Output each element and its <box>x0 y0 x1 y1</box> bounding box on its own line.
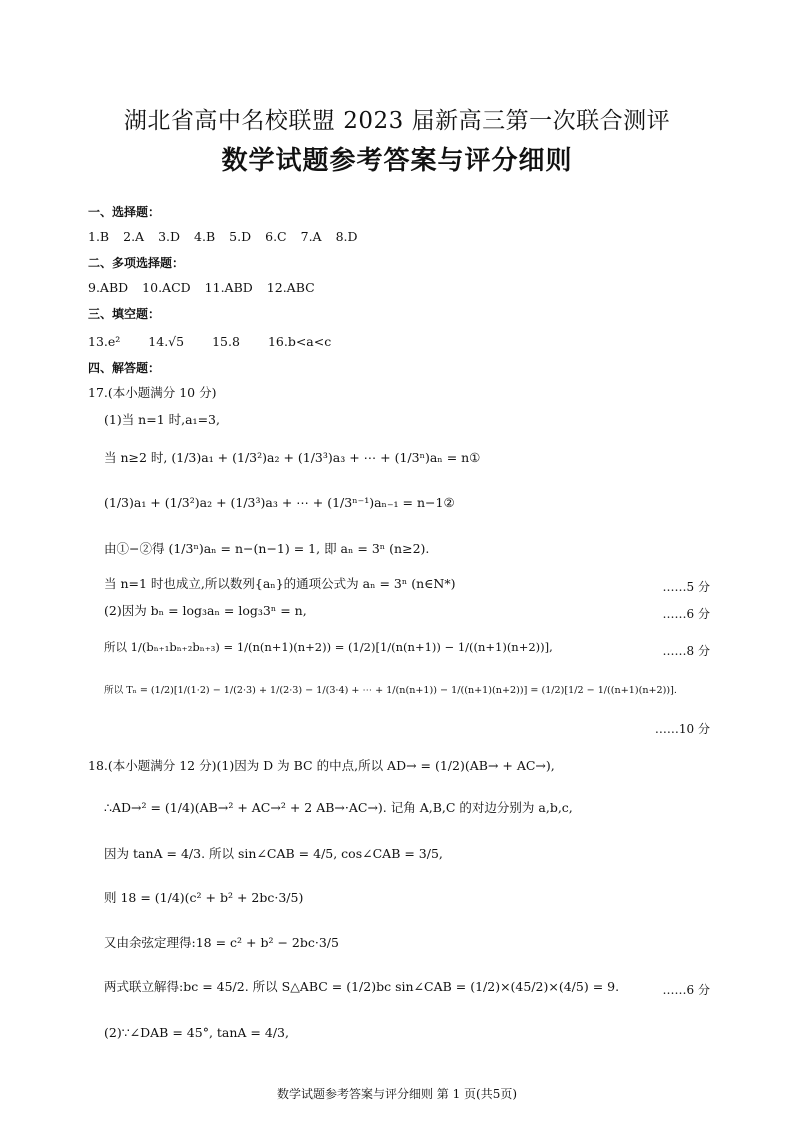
answer: 15.8 <box>212 334 240 349</box>
answer: 1.B <box>88 229 110 244</box>
page-title: 湖北省高中名校联盟 2023 届新高三第一次联合测评 <box>123 108 671 134</box>
answer: 13.e² <box>88 334 121 349</box>
answer: 16.b<a<c <box>267 334 332 349</box>
answer: 2.A <box>123 229 145 244</box>
q18-line: 又由余弦定理得:18 = c² + b² − 2bc·3/5 <box>104 935 339 950</box>
multi-answers <box>88 282 329 295</box>
fill-answers <box>88 336 345 349</box>
answer: 14.√5 <box>148 334 185 349</box>
answer: 6.C <box>265 229 287 244</box>
answer: 5.D <box>229 229 252 244</box>
section-solve-heading: 四、解答题： <box>88 361 161 375</box>
score-mark: ……8 分 <box>662 644 710 658</box>
score-mark: ……6 分 <box>662 983 710 997</box>
q17-line: (1/3)a₁ + (1/3²)a₂ + (1/3³)a₃ + ⋯ + (1/3ⁿ⁻¹)aₙ₋₁ = n−1② <box>104 495 455 510</box>
page-subtitle: 数学试题参考答案与评分细则 <box>221 146 573 176</box>
answer: 10.ACD <box>142 280 191 295</box>
answer: 9.ABD <box>88 280 129 295</box>
score-mark: ……10 分 <box>654 722 710 736</box>
q17-line: 所以 1/(bₙ₊₁bₙ₊₂bₙ₊₃) = 1/(n(n+1)(n+2)) = (1/2)[1/(n(n+1)) − 1/((n+1)(n+2))], <box>104 640 553 654</box>
q17-line: 当 n≥2 时, (1/3)a₁ + (1/3²)a₂ + (1/3³)a₃ + ⋯ + (1/3ⁿ)aₙ = n① <box>104 450 481 465</box>
choice-answers <box>88 231 372 244</box>
section-choice-heading: 一、选择题： <box>88 205 161 219</box>
q17-line: (1)当 n=1 时,a₁=3, <box>104 412 220 427</box>
q18-line: 则 18 = (1/4)(c² + b² + 2bc·3/5) <box>104 890 304 905</box>
page-footer: 数学试题参考答案与评分细则 第 1 页(共5页) <box>276 1087 518 1101</box>
score-mark: ……6 分 <box>662 607 710 621</box>
q18-line: 因为 tanA = 4/3. 所以 sin∠CAB = 4/5, cos∠CAB = 3/5, <box>104 846 443 861</box>
q18-line: 18.(本小题满分 12 分)(1)因为 D 为 BC 的中点,所以 AD→ = (1/2)(AB→ + AC→), <box>88 758 555 773</box>
section-multi-heading: 二、多项选择题： <box>88 256 185 270</box>
answer: 3.D <box>158 229 181 244</box>
q17-line: 由①−②得 (1/3ⁿ)aₙ = n−(n−1) = 1, 即 aₙ = 3ⁿ (n≥2). <box>104 541 430 556</box>
score-mark: ……5 分 <box>662 580 710 594</box>
answer: 7.A <box>300 229 322 244</box>
q17-header: 17.(本小题满分 10 分) <box>88 385 217 400</box>
answer: 4.B <box>194 229 216 244</box>
section-fill-heading: 三、填空题： <box>88 307 161 321</box>
q17-line: 所以 Tₙ = (1/2)[1/(1·2) − 1/(2·3) + 1/(2·3) − 1/(3·4) + ⋯ + 1/(n(n+1)) − 1/((n+1)(n+2))] = (1/2)[1/2 − 1/((n+1)(n+2))]. <box>104 685 677 696</box>
q17-line: 当 n=1 时也成立,所以数列{aₙ}的通项公式为 aₙ = 3ⁿ (n∈N*) <box>104 576 456 591</box>
answer: 8.D <box>335 229 358 244</box>
q18-line: ∴AD→² = (1/4)(AB→² + AC→² + 2 AB→·AC→). 记角 A,B,C 的对边分别为 a,b,c, <box>104 800 573 815</box>
q17-line: (2)因为 bₙ = log₃aₙ = log₃3ⁿ = n, <box>104 603 307 618</box>
q18-line: 两式联立解得:bc = 45/2. 所以 S△ABC = (1/2)bc sin∠CAB = (1/2)×(45/2)×(4/5) = 9. <box>104 979 620 994</box>
q18-line: (2)∵∠DAB = 45°, tanA = 4/3, <box>104 1025 289 1040</box>
answer: 12.ABC <box>266 280 315 295</box>
answer: 11.ABD <box>204 280 253 295</box>
